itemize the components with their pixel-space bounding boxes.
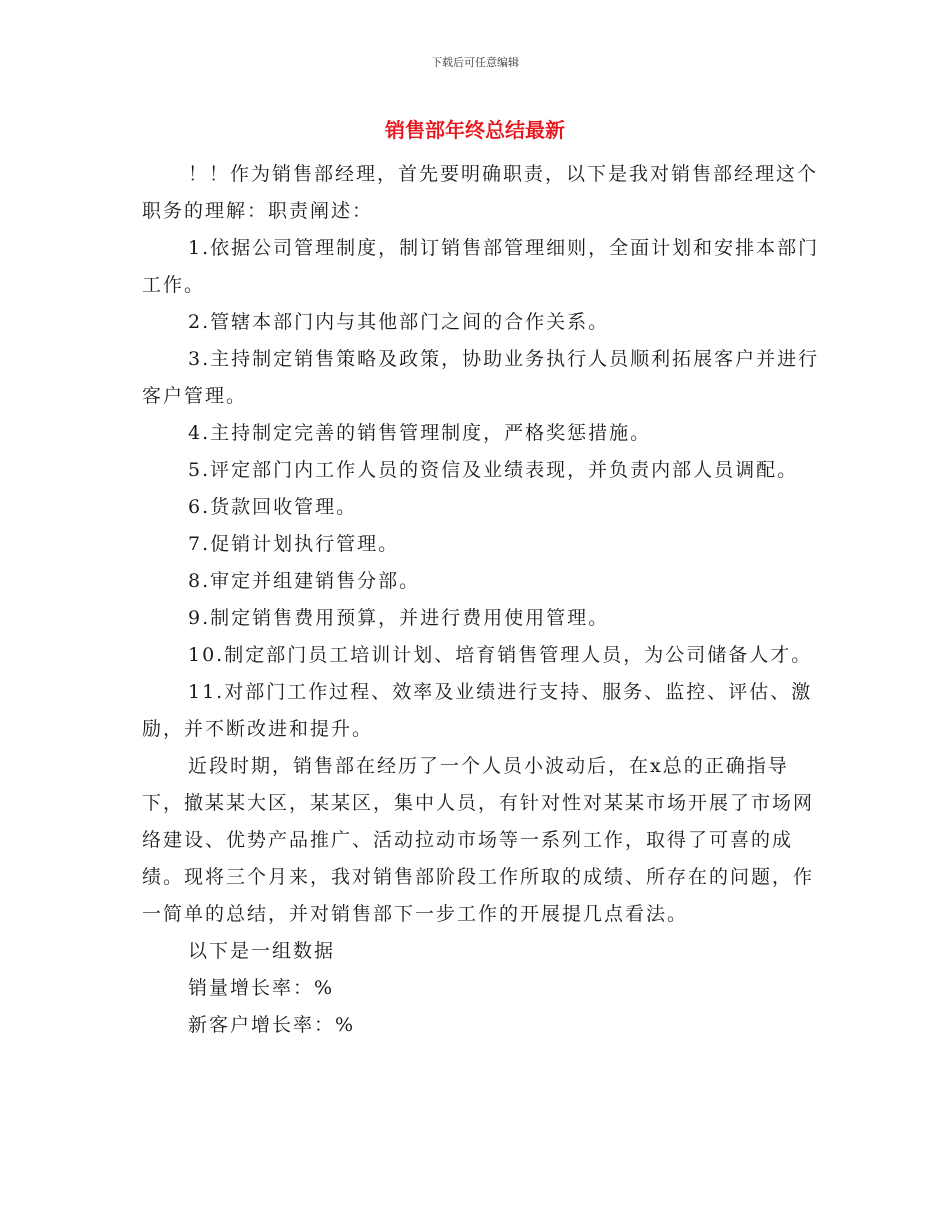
header-note: 下载后可任意编辑 bbox=[431, 56, 519, 69]
duty-item-6: 6.货款回收管理。 bbox=[188, 496, 358, 518]
duty-item-11: 11.对部门工作过程、效率及业绩进行支持、服务、监控、评估、激励，并不断改进和提升。 bbox=[142, 681, 813, 740]
duty-item-1: 1.依据公司管理制度，制订销售部管理细则，全面计划和安排本部门工作。 bbox=[142, 237, 820, 296]
duty-item-10: 10.制定部门员工培训计划、培育销售管理人员，为公司储备人才。 bbox=[188, 644, 813, 666]
duty-item-8: 8.审定并组建销售分部。 bbox=[188, 570, 421, 592]
paragraph-data-intro: 以下是一组数据 bbox=[188, 940, 336, 962]
sales-growth-rate: 销量增长率：% bbox=[188, 977, 335, 999]
duty-item-2: 2.管辖本部门内与其他部门之间的合作关系。 bbox=[188, 311, 610, 333]
duty-item-3: 3.主持制定销售策略及政策，协助业务执行人员顺利拓展客户并进行客户管理。 bbox=[142, 348, 820, 407]
document-title: 销售部年终总结最新 bbox=[385, 118, 565, 142]
duty-item-4: 4.主持制定完善的销售管理制度，严格奖惩措施。 bbox=[188, 422, 652, 444]
duty-item-9: 9.制定销售费用预算，并进行费用使用管理。 bbox=[188, 607, 610, 629]
paragraph-intro: ！！作为销售部经理，首先要明确职责，以下是我对销售部经理这个职务的理解：职责阐述： bbox=[142, 163, 819, 222]
new-customer-growth-rate: 新客户增长率：% bbox=[188, 1014, 356, 1036]
paragraph-summary: 近段时期，销售部在经历了一个人员小波动后，在x总的正确指导下，撤某某大区，某某区，集中人员，有针对性对某某市场开展了市场网络建设、优势产品推广、活动拉动市场等一系列工作，取得了可喜的成绩。现将三个月来，我对销售部阶段工作所取的成绩、所存在的问题，作一简单的总结，并对销售部下一步工作的开展提几点看法。 bbox=[142, 755, 815, 925]
duty-item-5: 5.评定部门内工作人员的资信及业绩表现，并负责内部人员调配。 bbox=[188, 459, 799, 481]
duty-item-7: 7.促销计划执行管理。 bbox=[188, 533, 400, 555]
document-body bbox=[142, 156, 822, 1044]
